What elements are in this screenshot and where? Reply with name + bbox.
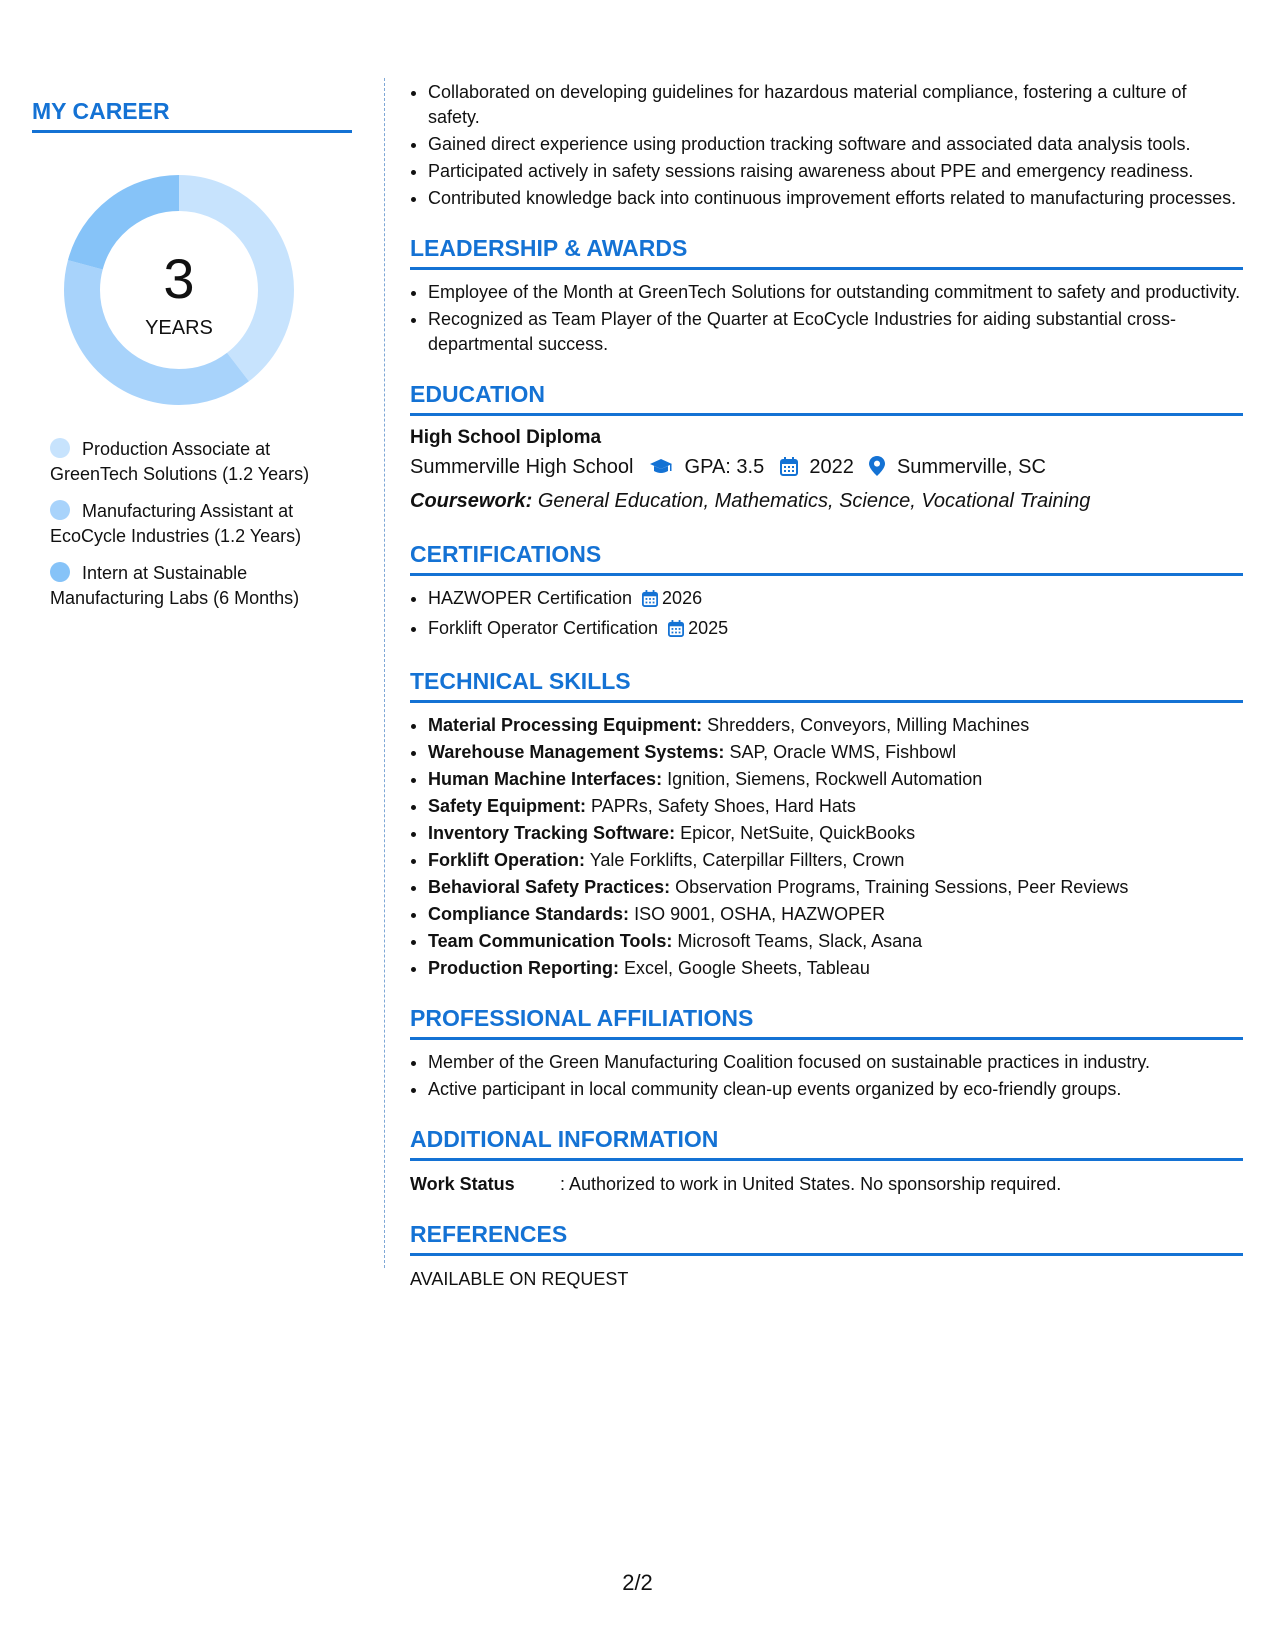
- column-divider: [384, 78, 385, 1268]
- years-unit: YEARS: [145, 317, 213, 339]
- skill-value: Epicor, NetSuite, QuickBooks: [680, 823, 916, 843]
- skill-value: PAPRs, Safety Shoes, Hard Hats: [591, 796, 856, 816]
- skill-label: Human Machine Interfaces:: [428, 769, 663, 789]
- work-status-row: [410, 1171, 1243, 1197]
- legend-text: Manufacturing Assistant at EcoCycle Industries (1.2 Years): [50, 501, 302, 546]
- list-item: [428, 616, 1243, 644]
- main-content: [410, 80, 1243, 1292]
- references-section: [410, 1219, 1243, 1292]
- career-legend-item: [50, 561, 352, 611]
- section-title: PROFESSIONAL AFFILIATIONS: [410, 1003, 1243, 1040]
- calendar-icon: [780, 455, 798, 485]
- career-sidebar: [32, 78, 352, 623]
- skill-label: Warehouse Management Systems:: [428, 742, 725, 762]
- experience-continued-list: [410, 80, 1243, 211]
- affiliations-section: [410, 1003, 1243, 1102]
- skill-label: Safety Equipment:: [428, 796, 587, 816]
- skill-label: Behavioral Safety Practices:: [428, 877, 671, 897]
- skill-value: Observation Programs, Training Sessions, Peer Reviews: [675, 877, 1129, 897]
- skill-value: SAP, Oracle WMS, Fishbowl: [729, 742, 957, 762]
- leadership-list: [410, 280, 1243, 357]
- skill-value: ISO 9001, OSHA, HAZWOPER: [634, 904, 886, 924]
- affiliations-list: [410, 1050, 1243, 1102]
- graduation-cap-icon: [649, 455, 673, 485]
- legend-text: Production Associate at GreenTech Solutions (1.2 Years): [50, 439, 310, 484]
- skill-value: Shredders, Conveyors, Milling Machines: [707, 715, 1030, 735]
- skills-list: [410, 713, 1243, 981]
- list-item: [428, 929, 1243, 954]
- section-title: TECHNICAL SKILLS: [410, 666, 1243, 703]
- skill-value: Excel, Google Sheets, Tableau: [624, 958, 870, 978]
- section-title: CERTIFICATIONS: [410, 539, 1243, 576]
- graduation-year: 2022: [809, 456, 854, 478]
- legend-dot: [50, 562, 70, 582]
- list-item: [428, 902, 1243, 927]
- skill-label: Team Communication Tools:: [428, 931, 673, 951]
- skill-label: Forklift Operation:: [428, 850, 585, 870]
- calendar-icon: [642, 589, 658, 614]
- list-item: [428, 848, 1243, 873]
- coursework-value: General Education, Mathematics, Science, Vocational Training: [537, 490, 1091, 512]
- career-donut-chart: [64, 175, 294, 405]
- certifications-list: [410, 586, 1243, 644]
- cert-year: 2025: [688, 618, 729, 638]
- additional-info-section: [410, 1124, 1243, 1197]
- section-title: REFERENCES: [410, 1219, 1243, 1256]
- page-number: 2/2: [622, 1570, 653, 1595]
- location-pin-icon: [869, 455, 885, 485]
- skill-label: Compliance Standards:: [428, 904, 630, 924]
- list-item: • Active participant in local community clean-up events organized by eco-friendly groups.: [428, 1077, 1243, 1102]
- section-title: EDUCATION: [410, 379, 1243, 416]
- skill-label: Material Processing Equipment:: [428, 715, 703, 735]
- list-item: • Gained direct experience using production tracking software and associated data analysis tools.: [428, 132, 1243, 157]
- calendar-icon: [668, 619, 684, 644]
- skills-section: [410, 666, 1243, 981]
- gpa: GPA: 3.5: [684, 456, 765, 478]
- skill-label: Inventory Tracking Software:: [428, 823, 676, 843]
- school-location: Summerville, SC: [896, 456, 1046, 478]
- list-item: • Recognized as Team Player of the Quarter at EcoCycle Industries for aiding substantial cross-departmental success.: [428, 307, 1243, 357]
- section-title: ADDITIONAL INFORMATION: [410, 1124, 1243, 1161]
- skill-label: Production Reporting:: [428, 958, 619, 978]
- education-details: [410, 452, 1243, 485]
- work-status-value: : Authorized to work in United States. No sponsorship required.: [560, 1174, 1062, 1194]
- list-item: • Collaborated on developing guidelines for hazardous material compliance, fostering a culture of safety.: [428, 80, 1243, 130]
- list-item: [428, 794, 1243, 819]
- list-item: [428, 740, 1243, 765]
- legend-dot: [50, 438, 70, 458]
- career-legend-item: [50, 437, 352, 487]
- list-item: [428, 821, 1243, 846]
- references-text: AVAILABLE ON REQUEST: [410, 1269, 629, 1289]
- list-item: [428, 767, 1243, 792]
- coursework-label: Coursework:: [410, 490, 533, 512]
- legend-dot: [50, 500, 70, 520]
- list-item: • Employee of the Month at GreenTech Solutions for outstanding commitment to safety and productivity.: [428, 280, 1243, 305]
- work-status-label: Work Status: [410, 1174, 515, 1194]
- coursework: [410, 485, 1243, 517]
- career-legend-item: [50, 499, 352, 549]
- leadership-section: [410, 233, 1243, 357]
- list-item: [428, 586, 1243, 614]
- list-item: [428, 956, 1243, 981]
- list-item: • Contributed knowledge back into continuous improvement efforts related to manufacturing processes.: [428, 186, 1243, 211]
- cert-year: 2026: [662, 588, 703, 608]
- legend-text: Intern at Sustainable Manufacturing Labs (6 Months): [50, 563, 300, 608]
- skill-value: Yale Forklifts, Caterpillar Fillters, Crown: [589, 850, 905, 870]
- education-section: [410, 379, 1243, 517]
- cert-name: HAZWOPER Certification: [428, 588, 633, 608]
- skill-value: Microsoft Teams, Slack, Asana: [677, 931, 923, 951]
- degree: High School Diploma: [410, 427, 602, 448]
- skill-value: Ignition, Siemens, Rockwell Automation: [667, 769, 983, 789]
- career-legend: [50, 437, 352, 611]
- cert-name: Forklift Operator Certification: [428, 618, 659, 638]
- certifications-section: [410, 539, 1243, 644]
- section-title: LEADERSHIP & AWARDS: [410, 233, 1243, 270]
- career-title: MY CAREER: [32, 96, 352, 133]
- list-item: • Member of the Green Manufacturing Coalition focused on sustainable practices in industry.: [428, 1050, 1243, 1075]
- donut-center-label: [64, 175, 294, 405]
- list-item: [428, 713, 1243, 738]
- list-item: [428, 875, 1243, 900]
- school-name: Summerville High School: [410, 456, 634, 478]
- years-value: 3: [163, 247, 195, 310]
- list-item: • Participated actively in safety sessions raising awareness about PPE and emergency readiness.: [428, 159, 1243, 184]
